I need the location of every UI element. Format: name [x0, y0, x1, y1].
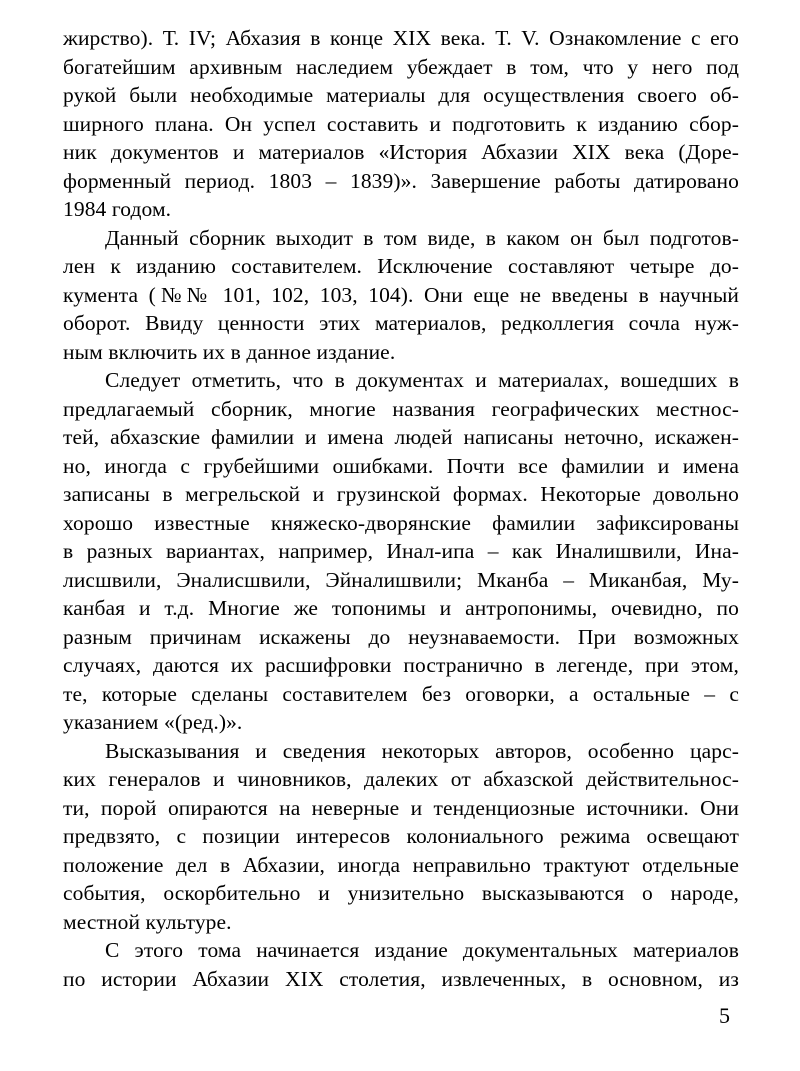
- text-line: местной культуре.: [63, 909, 232, 934]
- paragraph: [63, 366, 739, 737]
- text-line: жирство). Т. IV; Абхазия в конце XIX века. Т. V. Ознакомление с его: [63, 26, 739, 50]
- text-line: лисшвили, Эналисшвили, Эйналишвили; Мканба – Миканбая, Му-: [63, 567, 739, 592]
- text-line: в разных вариантах, например, Инал-ипа – как Иналишвили, Ина-: [63, 539, 739, 563]
- paragraph: [63, 224, 739, 367]
- paragraph: [63, 737, 739, 937]
- page-number: 5: [719, 1003, 730, 1028]
- text-line: С этого тома начинается издание документальных материалов: [105, 938, 739, 962]
- text-line: Следует отметить, что в документах и материалах, вошедших в: [105, 368, 739, 392]
- text-line: положение дел в Абхазии, иногда неправильно трактуют отдельные: [63, 852, 739, 877]
- text-line: форменный период. 1803 – 1839)». Завершение работы датировано: [63, 168, 739, 193]
- page-text: [63, 24, 739, 993]
- text-line: кумента (№№ 101, 102, 103, 104). Они еще не введены в научный: [63, 282, 739, 307]
- text-line: оборот. Ввиду ценности этих материалов, редколлегия сочла нуж-: [63, 311, 739, 335]
- text-line: предвзято, с позиции интересов колониального режима освещают: [63, 824, 739, 848]
- paragraph: [63, 936, 739, 993]
- text-line: тей, абхазские фамилии и имена людей написаны неточно, искажен-: [63, 425, 739, 449]
- text-line: ких генералов и чиновников, далеких от абхазской действительнос-: [63, 767, 739, 791]
- paragraph: [63, 24, 739, 224]
- text-line: ти, порой опираются на неверные и тенденциозные источники. Они: [63, 795, 739, 820]
- text-line: предлагаемый сборник, многие названия географических местнос-: [63, 396, 739, 421]
- text-line: ным включить их в данное издание.: [63, 339, 396, 364]
- text-line: лен к изданию составителем. Исключение составляют четыре до-: [63, 254, 739, 278]
- text-line: канбая и т.д. Многие же топонимы и антропонимы, очевидно, по: [63, 596, 739, 620]
- text-line: ник документов и материалов «История Абхазии XIX века (Доре-: [63, 140, 739, 164]
- text-line: указанием «(ред.)».: [63, 710, 243, 734]
- text-line: по истории Абхазии XIX столетия, извлеченных, в основном, из: [63, 966, 739, 991]
- text-line: события, оскорбительно и унизительно высказываются о народе,: [63, 881, 739, 905]
- text-line: Высказывания и сведения некоторых авторов, особенно царс-: [105, 738, 739, 763]
- text-line: 1984 годом.: [63, 197, 172, 221]
- text-line: рукой были необходимые материалы для осуществления своего об-: [63, 83, 739, 107]
- text-line: богатейшим архивным наследием убеждает в том, что у него под: [63, 54, 739, 79]
- text-line: те, которые сделаны составителем без оговорки, а остальные – с: [63, 681, 739, 706]
- text-line: но, иногда с грубейшими ошибками. Почти все фамилии и имена: [63, 453, 739, 478]
- text-line: ширного плана. Он успел составить и подготовить к изданию сбор-: [63, 111, 739, 136]
- text-line: хорошо известные княжеско-дворянские фамилии зафиксированы: [63, 510, 739, 535]
- text-line: разным причинам искажены до неузнаваемости. При возможных: [63, 624, 739, 649]
- text-line: записаны в мегрельской и грузинской формах. Некоторые довольно: [63, 482, 739, 506]
- text-line: Данный сборник выходит в том виде, в каком он был подготов-: [105, 225, 739, 250]
- text-line: случаях, даются их расшифровки постранично в легенде, при этом,: [63, 653, 739, 677]
